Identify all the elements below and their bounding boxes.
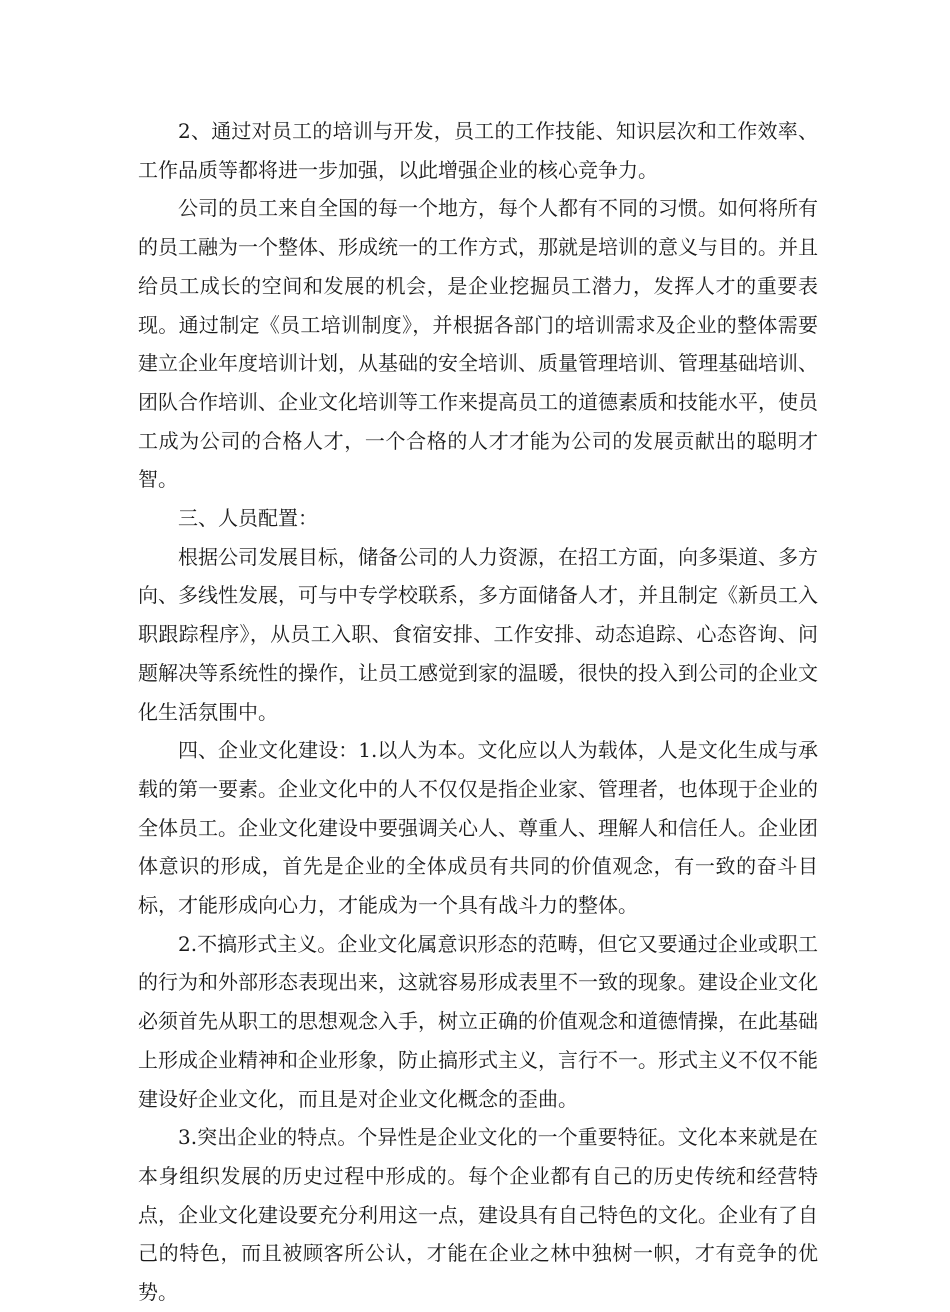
document-body	[138, 112, 818, 1312]
paragraph-training-purpose: 公司的员工来自全国的每一个地方，每个人都有不同的习惯。如何将所有的员工融为一个整体、形成统一的工作方式，那就是培训的意义与目的。并且给员工成长的空间和发展的机会，是企业挖掘员工潜力，发挥人才的重要表现。通过制定《员工培训制度》，并根据各部门的培训需求及企业的整体需要建立企业年度培训计划，从基础的安全培训、质量管理培训、管理基础培训、团队合作培训、企业文化培训等工作来提高员工的道德素质和技能水平，使员工成为公司的合格人才，一个合格的人才才能为公司的发展贡献出的聪明才智。	[138, 196, 818, 492]
section-heading-staffing: 三、人员配置：	[178, 506, 318, 531]
paragraph-training-benefit: 2、通过对员工的培训与开发，员工的工作技能、知识层次和工作效率、工作品质等都将进一步加强，以此增强企业的核心竞争力。	[138, 119, 818, 182]
paragraph-culture-characteristics: 3.突出企业的特点。个异性是企业文化的一个重要特征。文化本来就是在本身组织发展的历史过程中形成的。每个企业都有自己的历史传统和经营特点，企业文化建设要充分利用这一点，建设具有自己特色的文化。企业有了自己的特色，而且被顾客所公认，才能在企业之林中独树一帜，才有竞争的优势。	[138, 1125, 818, 1305]
paragraph-culture-people-oriented: 四、企业文化建设：1.以人为本。文化应以人为载体，人是文化生成与承载的第一要素。企业文化中的人不仅仅是指企业家、管理者，也体现于企业的全体员工。企业文化建设中要强调关心人、尊重人、理解人和信任人。企业团体意识的形成，首先是企业的全体成员有共同的价值观念，有一致的奋斗目标，才能形成向心力，才能成为一个具有战斗力的整体。	[138, 738, 818, 918]
paragraph-culture-no-formalism: 2.不搞形式主义。企业文化属意识形态的范畴，但它又要通过企业或职工的行为和外部形态表现出来，这就容易形成表里不一致的现象。建设企业文化必须首先从职工的思想观念入手，树立正确的价值观念和道德情操，在此基础上形成企业精神和企业形象，防止搞形式主义，言行不一。形式主义不仅不能建设好企业文化，而且是对企业文化概念的歪曲。	[138, 931, 818, 1111]
paragraph-staffing: 根据公司发展目标，储备公司的人力资源，在招工方面，向多渠道、多方向、多线性发展，可与中专学校联系，多方面储备人才，并且制定《新员工入职跟踪程序》，从员工入职、食宿安排、工作安排、动态追踪、心态咨询、问题解决等系统性的操作，让员工感觉到家的温暖，很快的投入到公司的企业文化生活氛围中。	[138, 544, 818, 724]
